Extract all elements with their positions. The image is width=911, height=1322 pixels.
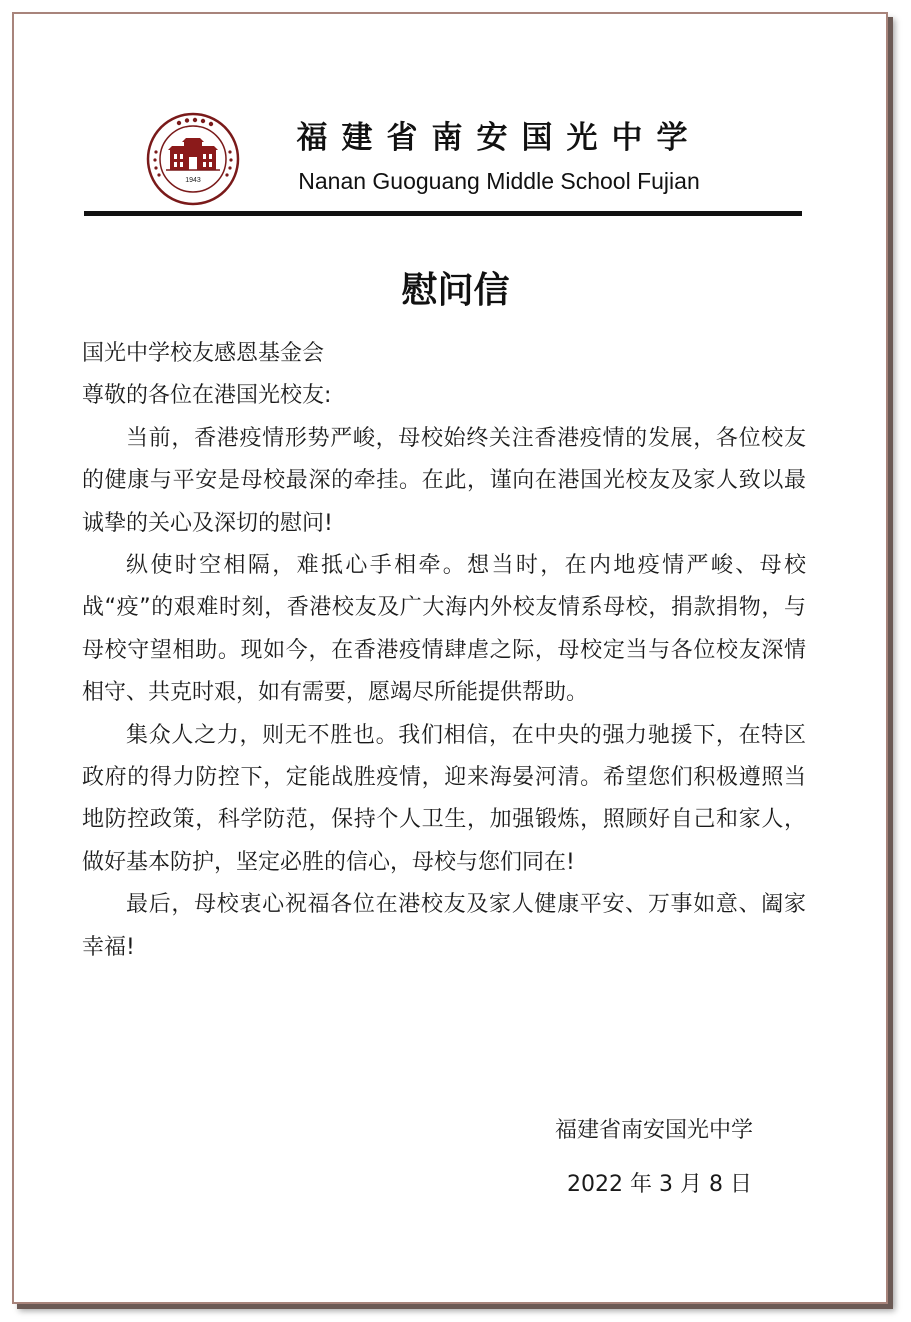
- signature-date: 2022 年 3 月 8 日: [567, 1172, 752, 1197]
- paragraph-2: 纵使时空相隔，难抵心手相牵。想当时，在内地疫情严峻、母校战“疫”的艰难时刻，香港校友及广大海内外校友情系母校，捐款捐物，与母校守望相助。现如今，在香港疫情肆虐之际，母校定当与各位校友深情相守、共克时艰，如有需要，愿竭尽所能提供帮助。: [82, 553, 806, 706]
- paragraph-4: 最后，母校衷心祝福各位在港校友及家人健康平安、万事如意、阖家幸福!: [82, 892, 806, 960]
- letter-body: [82, 333, 806, 969]
- paragraph-3: 集众人之力，则无不胜也。我们相信，在中央的强力驰援下，在特区政府的得力防控下，定能战胜疫情，迎来海晏河清。希望您们积极遵照当地防控政策，科学防范，保持个人卫生，加强锻炼，照顾好自己和家人，做好基本防护，坚定必胜的信心，母校与您们同在!: [82, 722, 806, 875]
- logo-year: 1943: [185, 177, 201, 184]
- school-name-cn: 福建省南安国光中学: [296, 120, 702, 156]
- signature-org: 福建省南安国光中学: [555, 1118, 754, 1143]
- school-seal-icon: [146, 112, 240, 206]
- school-name-en: Nanan Guoguang Middle School Fujian: [298, 168, 700, 194]
- letter-title: 慰问信: [401, 269, 510, 311]
- paragraph-1: 当前，香港疫情形势严峻，母校始终关注香港疫情的发展，各位校友的健康与平安是母校最深的牵挂。在此，谨向在港国光校友及家人致以最诚挚的关心及深切的慰问!: [82, 425, 806, 536]
- salutation: 尊敬的各位在港国光校友:: [82, 383, 332, 409]
- header-rule: [84, 211, 802, 216]
- recipient-org: 国光中学校友感恩基金会: [82, 341, 325, 366]
